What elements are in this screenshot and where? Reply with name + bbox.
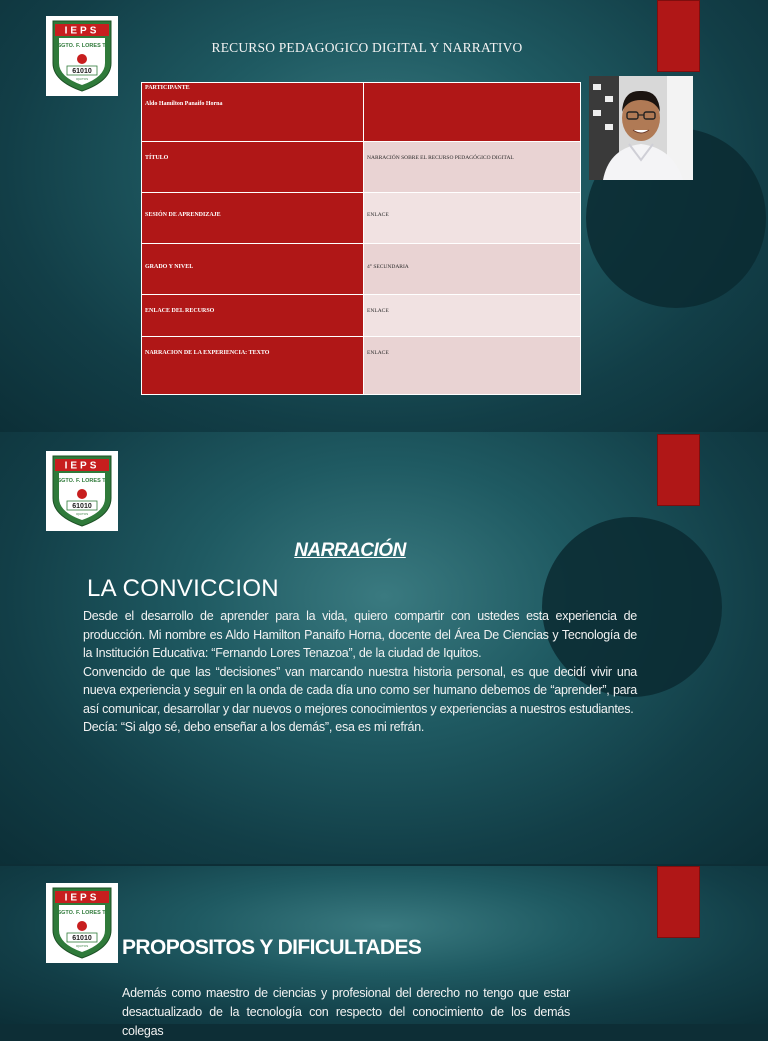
school-shield-icon (49, 19, 115, 93)
paragraph: Convencido de que las “decisiones” van marcando nuestra historia personal, es que decidí vivir una nueva experiencia y seguir en la onda de cada día uno como ser humano debemos de “aprender”, para así comunicar, desarrollar y dar nuevos o mejores conocimientos y experiencias a nuestros estudiantes. (83, 664, 637, 716)
table-cell-label: SESIÓN DE APRENDIZAJE (142, 193, 364, 244)
table-cell-value: ENLACE (364, 337, 581, 395)
table-row (142, 83, 581, 142)
accent-bar (657, 0, 700, 72)
accent-bar (657, 866, 700, 938)
school-logo (46, 16, 118, 96)
table-cell-value: ENLACE (364, 295, 581, 337)
svg-text:IEPS: IEPS (64, 25, 100, 37)
svg-text:SGTO. F. LORES T.: SGTO. F. LORES T. (57, 478, 107, 484)
school-logo (46, 451, 118, 531)
table-cell-label: TÍTULO (142, 142, 364, 193)
table-cell-value (364, 83, 581, 142)
svg-text:61010: 61010 (72, 503, 92, 510)
school-shield-icon (49, 886, 115, 960)
svg-text:IEPS: IEPS (64, 460, 100, 472)
svg-text:IEPS: IEPS (64, 892, 100, 904)
table-cell-value: ENLACE (364, 193, 581, 244)
resource-info-table (141, 82, 581, 395)
svg-text:SGTO. F. LORES T.: SGTO. F. LORES T. (57, 43, 107, 49)
paragraph: Decía: “Si algo sé, debo enseñar a los demás”, esa es mi refrán. (83, 720, 425, 734)
school-logo (46, 883, 118, 963)
purposes-body: Además como maestro de ciencias y profesional del derecho no tengo que estar desactualizado de la tecnología con respecto del conocimiento de los demás colegas (122, 986, 570, 1038)
table-row (142, 244, 581, 295)
svg-text:61010: 61010 (72, 68, 92, 75)
person-photo-icon (589, 76, 693, 180)
svg-text:IQUITOS: IQUITOS (75, 77, 89, 81)
table-row (142, 337, 581, 395)
narration-body (83, 607, 637, 737)
svg-text:IQUITOS: IQUITOS (75, 512, 89, 516)
slide-purposes (0, 866, 768, 1038)
accent-bar (657, 434, 700, 506)
slide-title: RECURSO PEDAGOGICO DIGITAL Y NARRATIVO (211, 40, 523, 55)
cell-label-text: PARTICIPANTE (145, 85, 190, 91)
school-shield-icon (49, 454, 115, 528)
participant-name: Aldo Hamilton Panaifo Horna (145, 101, 223, 107)
table-cell-label: GRADO Y NIVEL (142, 244, 364, 295)
table-cell-label: ENLACE DEL RECURSO (142, 295, 364, 337)
table-cell-value: NARRACIÓN SOBRE EL RECURSO PEDAGÓGICO DIGITAL (364, 142, 581, 193)
section-subheading: LA CONVICCION (87, 575, 279, 602)
section-heading: PROPOSITOS Y DIFICULTADES (122, 936, 422, 959)
table-cell-value: 4° SECUNDARIA (364, 244, 581, 295)
slide-resource-summary (0, 0, 768, 432)
svg-text:IQUITOS: IQUITOS (75, 944, 89, 948)
table-cell-label (142, 83, 364, 142)
table-row (142, 193, 581, 244)
paragraph: Desde el desarrollo de aprender para la vida, quiero compartir con ustedes esta experiencia de producción. Mi nombre es Aldo Hamilton Panaifo Horna, docente del Área De Ciencias y Tecnología de la Institución Educativa: “Fernando Lores Tenazoa”, de la ciudad de Iquitos. (83, 609, 637, 660)
participant-photo (589, 76, 693, 180)
table-row (142, 142, 581, 193)
svg-text:SGTO. F. LORES T.: SGTO. F. LORES T. (57, 910, 107, 916)
table-row (142, 295, 581, 337)
section-heading: NARRACIÓN (294, 540, 406, 561)
table-cell-label: NARRACION DE LA EXPERIENCIA: TEXTO (142, 337, 364, 395)
svg-text:61010: 61010 (72, 935, 92, 942)
slide-narration (0, 432, 768, 864)
